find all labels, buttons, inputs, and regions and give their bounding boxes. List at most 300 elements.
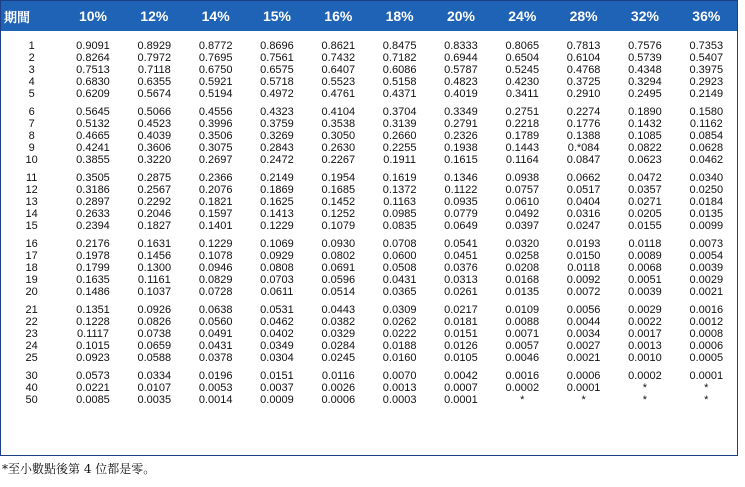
factor-cell: 0.0378 <box>198 352 233 364</box>
factor-cell: 0.0365 <box>382 286 417 298</box>
factor-cell: 0.6209 <box>76 88 110 100</box>
factor-cell: 0.5645 <box>76 106 110 118</box>
factor-cell: 0.4019 <box>444 88 478 100</box>
factor-cell: 0.0397 <box>505 220 540 232</box>
factor-cell: 0.1452 <box>321 196 356 208</box>
factor-cell: * <box>642 394 648 406</box>
header-rate: 16% <box>324 8 353 24</box>
header-rate: 20% <box>446 8 475 24</box>
factor-cell: 0.2633 <box>76 208 110 220</box>
factor-cell: 0.4348 <box>628 64 662 76</box>
factor-cell: 0.0135 <box>505 286 540 298</box>
factor-cell: 0.3538 <box>321 118 356 130</box>
factor-cell: 0.1625 <box>260 196 294 208</box>
factor-cell: 0.0262 <box>382 316 417 328</box>
period-cell: 14 <box>25 208 38 220</box>
factor-cell: 0.0313 <box>444 274 478 286</box>
factor-cell: 0.3349 <box>444 106 478 118</box>
factor-cell: 0.1911 <box>383 154 417 166</box>
factor-cell: 0.4972 <box>260 88 294 100</box>
factor-cell: 0.3704 <box>382 106 417 118</box>
factor-cell: 0.6575 <box>260 64 294 76</box>
factor-cell: 0.1685 <box>321 184 356 196</box>
factor-cell: 0.1432 <box>628 118 662 130</box>
period-cell: 10 <box>25 154 38 166</box>
factor-cell: 0.0600 <box>382 250 417 262</box>
factor-cell: 0.0116 <box>321 370 355 382</box>
factor-cell: 0.0316 <box>566 208 601 220</box>
factor-cell: 0.0826 <box>137 316 172 328</box>
factor-cell: 0.0005 <box>689 352 724 364</box>
factor-cell: 0.2326 <box>444 130 478 142</box>
factor-cell: 0.0021 <box>689 286 724 298</box>
factor-cell: * <box>520 394 525 406</box>
factor-cell: 0.6104 <box>566 52 601 64</box>
factor-cell: 0.1117 <box>76 328 109 340</box>
factor-cell: 0.0026 <box>321 382 356 394</box>
factor-cell: 0.0431 <box>198 340 233 352</box>
header-rate: 36% <box>692 8 721 24</box>
factor-cell: 0.1300 <box>137 262 172 274</box>
factor-cell: 0.0451 <box>444 250 478 262</box>
factor-cell: 0.0151 <box>260 370 294 382</box>
period-cell: 23 <box>25 328 38 340</box>
factor-cell: 0.0092 <box>566 274 601 286</box>
period-cell: 12 <box>25 184 38 196</box>
period-cell: 17 <box>25 250 38 262</box>
table-row <box>1 340 737 352</box>
factor-cell: 0.0611 <box>260 286 294 298</box>
factor-cell: 0.0472 <box>628 172 662 184</box>
factor-cell: 0.0053 <box>198 382 233 394</box>
factor-cell: 0.1890 <box>628 106 662 118</box>
factor-cell: 0.1079 <box>321 220 356 232</box>
factor-cell: 0.7695 <box>198 52 233 64</box>
factor-cell: 0.3050 <box>321 130 356 142</box>
period-cell: 19 <box>25 274 38 286</box>
factor-cell: 0.1229 <box>260 220 294 232</box>
factor-cell: 0.0835 <box>382 220 417 232</box>
factor-cell: 0.3606 <box>137 142 172 154</box>
factor-cell: 0.0376 <box>444 262 478 274</box>
factor-cell: 0.8772 <box>198 40 233 52</box>
factor-cell: 0.0492 <box>505 208 540 220</box>
factor-cell: 0.0014 <box>198 394 233 406</box>
factor-cell: 0.3996 <box>198 118 233 130</box>
factor-cell: 0.0072 <box>566 286 601 298</box>
factor-cell: 0.0068 <box>628 262 662 274</box>
factor-cell: 0.0022 <box>628 316 662 328</box>
factor-cell: 0.*084 <box>567 142 600 154</box>
factor-cell: 0.4104 <box>321 106 356 118</box>
factor-cell: 0.0923 <box>76 352 110 364</box>
factor-cell: 0.1161 <box>137 274 171 286</box>
factor-cell: 0.0135 <box>689 208 724 220</box>
factor-cell: 0.7576 <box>628 40 662 52</box>
factor-cell: 0.4371 <box>382 88 417 100</box>
factor-cell: 0.2274 <box>566 106 601 118</box>
factor-cell: 0.1631 <box>137 238 172 250</box>
period-cell: 11 <box>25 172 38 184</box>
factor-cell: 0.1456 <box>137 250 172 262</box>
factor-cell: 0.0039 <box>689 262 724 274</box>
factor-cell: 0.1346 <box>444 172 478 184</box>
factor-cell: 0.2394 <box>76 220 110 232</box>
factor-cell: 0.3506 <box>198 130 233 142</box>
table-row <box>1 364 737 382</box>
table-row <box>1 118 737 130</box>
header-rate: 12% <box>140 8 169 24</box>
factor-cell: 0.0013 <box>628 340 662 352</box>
factor-cell: 0.1821 <box>198 196 233 208</box>
factor-cell: 0.0443 <box>321 304 356 316</box>
period-cell: 4 <box>28 76 35 88</box>
period-cell: 50 <box>25 394 38 406</box>
factor-cell: 0.0184 <box>689 196 724 208</box>
table-row <box>1 352 737 364</box>
factor-cell: 0.8696 <box>260 40 294 52</box>
factor-cell: 0.0188 <box>382 340 417 352</box>
table-row <box>1 286 737 298</box>
factor-cell: 0.0099 <box>689 220 724 232</box>
table-row <box>1 142 737 154</box>
footnote: *至小數點後第 4 位都是零。 <box>2 462 156 476</box>
table-row <box>1 52 737 64</box>
factor-cell: 0.0659 <box>137 340 172 352</box>
factor-cell: * <box>704 394 709 406</box>
factor-cell: 0.0691 <box>321 262 356 274</box>
factor-cell: 0.0001 <box>444 394 478 406</box>
factor-cell: 0.7813 <box>566 40 601 52</box>
factor-cell: 0.0037 <box>260 382 294 394</box>
factor-cell: 0.6944 <box>444 52 478 64</box>
factor-cell: 0.0738 <box>137 328 172 340</box>
factor-cell: 0.7353 <box>689 40 724 52</box>
factor-cell: 0.5523 <box>321 76 356 88</box>
factor-cell: 0.6355 <box>137 76 172 88</box>
factor-cell: 0.4768 <box>566 64 601 76</box>
factor-cell: 0.0051 <box>628 274 662 286</box>
factor-cell: 0.0029 <box>628 304 662 316</box>
factor-cell: 0.0517 <box>566 184 601 196</box>
factor-cell: 0.9091 <box>76 40 110 52</box>
period-cell: 25 <box>25 352 38 364</box>
factor-cell: 0.1827 <box>137 220 172 232</box>
factor-cell: 0.1615 <box>444 154 478 166</box>
period-cell: 3 <box>28 64 35 76</box>
period-cell: 21 <box>25 304 38 316</box>
factor-cell: 0.0808 <box>260 262 294 274</box>
factor-cell: 0.0002 <box>628 370 662 382</box>
factor-cell: 0.1037 <box>137 286 172 298</box>
factor-cell: 0.1938 <box>444 142 478 154</box>
factor-cell: 0.1388 <box>566 130 601 142</box>
factor-cell: 0.0340 <box>689 172 724 184</box>
factor-cell: 0.0329 <box>321 328 356 340</box>
factor-cell: 0.7432 <box>321 52 356 64</box>
header-rate: 10% <box>78 8 107 24</box>
period-cell: 15 <box>25 220 38 232</box>
header-row <box>1 1 737 31</box>
factor-cell: 0.0930 <box>321 238 356 250</box>
factor-cell: 0.6830 <box>76 76 110 88</box>
factor-cell: 0.0938 <box>505 172 540 184</box>
factor-cell: 0.3411 <box>505 88 539 100</box>
factor-cell: 0.0217 <box>444 304 478 316</box>
factor-cell: 0.2791 <box>444 118 478 130</box>
factor-cell: 0.0006 <box>689 340 724 352</box>
factor-cell: 0.3186 <box>76 184 110 196</box>
factor-cell: 0.0596 <box>321 274 356 286</box>
factor-cell: 0.0003 <box>382 394 417 406</box>
factor-cell: 0.0320 <box>505 238 540 250</box>
factor-cell: 0.0514 <box>321 286 356 298</box>
factor-cell: 0.6086 <box>382 64 417 76</box>
factor-cell: 0.1443 <box>505 142 540 154</box>
factor-cell: 0.0854 <box>689 130 724 142</box>
factor-cell: 0.0304 <box>260 352 294 364</box>
factor-cell: 0.0044 <box>566 316 601 328</box>
factor-cell: 0.3220 <box>137 154 172 166</box>
factor-cell: 0.0118 <box>567 262 601 274</box>
factor-cell: 0.0109 <box>505 304 540 316</box>
period-cell: 40 <box>25 382 38 394</box>
factor-cell: 0.2366 <box>198 172 233 184</box>
table-row <box>1 250 737 262</box>
factor-cell: 0.1372 <box>382 184 417 196</box>
factor-cell: 0.1486 <box>76 286 110 298</box>
factor-cell: 0.0357 <box>628 184 662 196</box>
factor-cell: 0.0935 <box>444 196 478 208</box>
factor-cell: 0.7513 <box>76 64 110 76</box>
table-row <box>1 76 737 88</box>
table-row <box>1 196 737 208</box>
factor-cell: 0.1164 <box>505 154 539 166</box>
factor-cell: 0.5718 <box>260 76 294 88</box>
factor-cell: 0.0056 <box>566 304 601 316</box>
factor-cell: 0.1635 <box>76 274 110 286</box>
factor-cell: 0.2897 <box>76 196 110 208</box>
period-cell: 5 <box>28 88 35 100</box>
factor-cell: 0.0431 <box>382 274 417 286</box>
factor-cell: 0.5194 <box>198 88 233 100</box>
factor-cell: 0.0042 <box>444 370 478 382</box>
header-rate: 24% <box>508 8 537 24</box>
factor-cell: 0.2630 <box>321 142 356 154</box>
present-value-grid <box>1 1 737 406</box>
period-cell: 30 <box>25 370 38 382</box>
table-row <box>1 316 737 328</box>
factor-cell: 0.0258 <box>505 250 540 262</box>
factor-cell: 0.2843 <box>260 142 294 154</box>
factor-cell: 0.0222 <box>382 328 417 340</box>
factor-cell: 0.1789 <box>505 130 540 142</box>
table-row <box>1 262 737 274</box>
factor-cell: 0.0247 <box>566 220 601 232</box>
factor-cell: 0.3075 <box>198 142 233 154</box>
factor-cell: 0.7118 <box>137 64 171 76</box>
factor-cell: 0.0822 <box>628 142 662 154</box>
factor-cell: 0.0007 <box>444 382 478 394</box>
factor-cell: 0.6407 <box>321 64 356 76</box>
table-row <box>1 394 737 406</box>
factor-cell: 0.1597 <box>198 208 233 220</box>
factor-cell: 0.0027 <box>566 340 601 352</box>
factor-cell: 0.0181 <box>444 316 478 328</box>
factor-cell: 0.2875 <box>137 172 172 184</box>
factor-cell: 0.1776 <box>566 118 601 130</box>
factor-cell: 0.0349 <box>260 340 294 352</box>
factor-cell: 0.5674 <box>137 88 172 100</box>
factor-cell: 0.2472 <box>260 154 294 166</box>
factor-cell: 0.0054 <box>689 250 724 262</box>
period-cell: 8 <box>28 130 35 142</box>
factor-cell: 0.4823 <box>444 76 478 88</box>
factor-cell: 0.0462 <box>689 154 724 166</box>
factor-cell: 0.0847 <box>566 154 601 166</box>
factor-cell: 0.1122 <box>444 184 478 196</box>
factor-cell: 0.0728 <box>198 286 233 298</box>
factor-cell: 0.0250 <box>689 184 724 196</box>
factor-cell: 0.0261 <box>444 286 478 298</box>
factor-cell: 0.0046 <box>505 352 540 364</box>
factor-cell: 0.0118 <box>628 238 662 250</box>
factor-cell: 0.1015 <box>76 340 110 352</box>
factor-cell: 0.0151 <box>444 328 478 340</box>
factor-cell: 0.0628 <box>689 142 724 154</box>
factor-cell: 0.4323 <box>260 106 294 118</box>
factor-cell: 0.0271 <box>628 196 662 208</box>
period-cell: 7 <box>28 118 35 130</box>
factor-cell: * <box>581 394 586 406</box>
factor-cell: 0.1978 <box>76 250 110 262</box>
factor-cell: 0.0071 <box>505 328 540 340</box>
factor-cell: 0.0029 <box>689 274 724 286</box>
factor-cell: 0.1954 <box>321 172 356 184</box>
factor-cell: 0.0001 <box>566 382 601 394</box>
factor-cell: 0.5407 <box>689 52 724 64</box>
factor-cell: 0.3294 <box>628 76 662 88</box>
factor-cell: 0.0107 <box>137 382 172 394</box>
factor-cell: 0.5132 <box>76 118 110 130</box>
factor-cell: 0.0926 <box>137 304 172 316</box>
factor-cell: 0.1401 <box>198 220 233 232</box>
factor-cell: * <box>704 382 709 394</box>
factor-cell: 0.8929 <box>137 40 172 52</box>
factor-cell: 0.3759 <box>260 118 294 130</box>
factor-cell: 0.0638 <box>198 304 233 316</box>
factor-cell: 0.1078 <box>198 250 233 262</box>
factor-cell: 0.7561 <box>260 52 294 64</box>
factor-cell: 0.4665 <box>76 130 110 142</box>
factor-cell: 0.0309 <box>382 304 417 316</box>
factor-cell: 0.2697 <box>198 154 233 166</box>
table-row <box>1 154 737 166</box>
factor-cell: 0.0073 <box>689 238 724 250</box>
header-rate: 32% <box>630 8 659 24</box>
factor-cell: 0.0208 <box>505 262 540 274</box>
factor-cell: 0.0779 <box>444 208 478 220</box>
factor-cell: 0.7972 <box>137 52 172 64</box>
factor-cell: 0.2149 <box>260 172 294 184</box>
factor-cell: 0.3505 <box>76 172 110 184</box>
factor-cell: 0.2567 <box>137 184 172 196</box>
factor-cell: 0.0245 <box>321 352 356 364</box>
factor-cell: 0.4556 <box>198 106 233 118</box>
factor-cell: 0.0009 <box>260 394 294 406</box>
factor-cell: 0.0491 <box>198 328 233 340</box>
factor-cell: 0.0829 <box>198 274 233 286</box>
factor-cell: 0.0946 <box>198 262 233 274</box>
factor-cell: 0.0757 <box>505 184 540 196</box>
factor-cell: 0.2495 <box>628 88 662 100</box>
factor-cell: 0.0610 <box>505 196 540 208</box>
factor-cell: 0.0085 <box>76 394 110 406</box>
header-period: 期間 <box>4 10 31 26</box>
factor-cell: 0.1580 <box>689 106 724 118</box>
period-cell: 24 <box>25 340 38 352</box>
factor-cell: 0.5066 <box>137 106 172 118</box>
factor-cell: 0.0008 <box>689 328 724 340</box>
factor-cell: 0.4039 <box>137 130 172 142</box>
factor-cell: 0.0334 <box>137 370 172 382</box>
factor-cell: 0.0560 <box>198 316 233 328</box>
factor-cell: 0.2292 <box>137 196 172 208</box>
factor-cell: 0.2076 <box>198 184 233 196</box>
period-cell: 9 <box>28 142 35 154</box>
factor-cell: 0.0057 <box>505 340 540 352</box>
period-cell: 18 <box>25 262 38 274</box>
factor-cell: 0.5739 <box>628 52 662 64</box>
table-row <box>1 274 737 286</box>
factor-cell: 0.0708 <box>382 238 417 250</box>
factor-cell: 0.1619 <box>382 172 417 184</box>
factor-cell: 0.3269 <box>260 130 294 142</box>
period-cell: 1 <box>28 40 35 52</box>
factor-cell: 0.2255 <box>382 142 417 154</box>
factor-cell: 0.0034 <box>566 328 601 340</box>
factor-cell: 0.2660 <box>382 130 417 142</box>
factor-cell: 0.0088 <box>505 316 540 328</box>
factor-cell: 0.1162 <box>689 118 723 130</box>
factor-cell: 0.0126 <box>444 340 478 352</box>
period-cell: 20 <box>25 286 38 298</box>
factor-cell: 0.5245 <box>505 64 540 76</box>
factor-cell: 0.0508 <box>382 262 417 274</box>
factor-cell: 0.1252 <box>321 208 356 220</box>
factor-cell: 0.8475 <box>382 40 417 52</box>
period-cell: 16 <box>25 238 38 250</box>
table-row <box>1 31 737 52</box>
factor-cell: 0.0105 <box>444 352 478 364</box>
factor-cell: 0.8333 <box>444 40 478 52</box>
factor-cell: 0.1351 <box>76 304 110 316</box>
factor-cell: 0.3975 <box>689 64 724 76</box>
factor-cell: 0.3139 <box>382 118 417 130</box>
factor-cell: 0.0703 <box>260 274 294 286</box>
factor-cell: 0.0382 <box>321 316 356 328</box>
factor-cell: 0.1163 <box>383 196 417 208</box>
factor-cell: 0.0155 <box>628 220 662 232</box>
table-row <box>1 298 737 316</box>
factor-cell: 0.0462 <box>260 316 294 328</box>
factor-cell: 0.0929 <box>260 250 294 262</box>
table-row <box>1 208 737 220</box>
factor-cell: 0.2176 <box>76 238 110 250</box>
table-row <box>1 232 737 250</box>
factor-cell: 0.1229 <box>198 238 233 250</box>
factor-cell: 0.5158 <box>382 76 417 88</box>
